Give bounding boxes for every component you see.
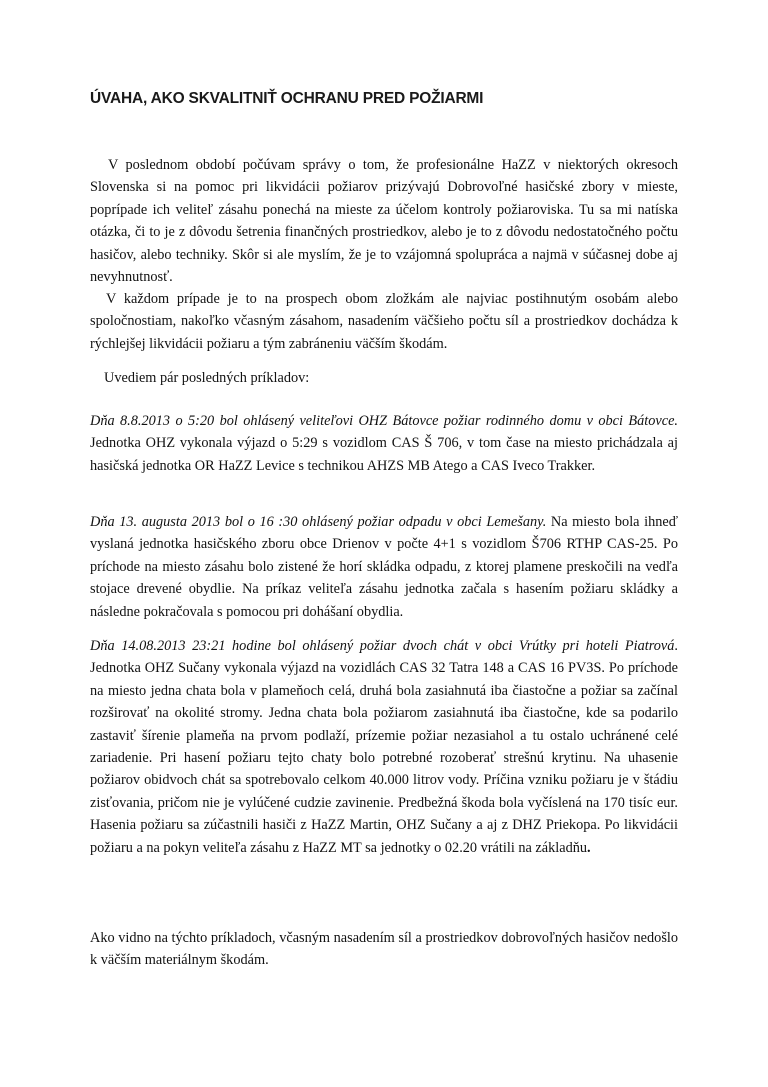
paragraph-examples-intro: Uvediem pár posledných príkladov: <box>104 370 310 386</box>
example-batovce-lead: Dňa 8.8.2013 o 5:20 bol ohlásený veliteľovi OHZ Bátovce požiar rodinného domu v obci Bátovce. <box>90 413 678 429</box>
example-vrutky-lead: Dňa 14.08.2013 23:21 hodine bol ohlásený požiar dvoch chát v obci Vrútky pri hoteli Piatrová <box>90 638 675 654</box>
example-batovce-body: Jednotka OHZ vykonala výjazd o 5:29 s vozidlom CAS Š 706, v tom čase na miesto prichádzala aj hasičská jednotka OR HaZZ Levice s technikou AHZS MB Atego a CAS Iveco Trakker. <box>90 435 678 474</box>
example-vrutky-body: . Jednotka OHZ Sučany vykonala výjazd na vozidlách CAS 32 Tatra 148 a CAS 16 PV3S. Po príchode na miesto jedna chata bola v plameňoch celá, druhá bola zasiahnutá iba čiastočne a požiar sa začínal rozširovať na okolité stromy. Jedna chata bola požiarom zasiahnutá iba čiastočne, kde sa podarilo zastaviť šírenie plameňa na prvom podlaží, prízemie požiar nezasiahol a tu ostalo uchránené celé zariadenie. Pri hasení požiaru tejto chaty bolo potrebné rozoberať strešnú krytinu. Na uhasenie požiarov obidvoch chát sa spotrebovalo celkom 40.000 litrov vody. Príčina vzniku požiaru je v štádiu zisťovania, pričom nie je vylúčené cudzie zavinenie. Predbežná škoda bola vyčíslená na 170 tisíc eur. Hasenia požiaru sa zúčastnili hasiči z HaZZ Martin, OHZ Sučany a aj z DHZ Priekopa. Po likvidácii požiaru a na pokyn veliteľa zásahu z HaZZ MT sa jednotky o 02.20 vrátili na základňu <box>90 638 678 856</box>
paragraph-conclusion: Ako vidno na týchto príkladoch, včasným nasadením síl a prostriedkov dobrovoľných hasičov nedošlo k väčším materiálnym škodám. <box>90 930 678 969</box>
example-lemesany <box>90 511 678 623</box>
example-lemesany-lead: Dňa 13. augusta 2013 bol o 16 :30 ohlásený požiar odpadu v obci Lemešany. <box>90 514 547 530</box>
paragraph-benefit: V každom prípade je to na prospech obom zložkám ale najviac postihnutým osobám alebo spoločnostiam, nakoľko včasným zásahom, nasadením väčšieho počtu síl a prostriedkov dochádza k rýchlejšej likvidácii požiaru a tým zabráneniu väčším škodám. <box>90 291 678 352</box>
paragraph-intro: V poslednom období počúvam správy o tom, že profesionálne HaZZ v niektorých okresoch Slovenska si na pomoc pri likvidácii požiarov prizývajú Dobrovoľné hasičské zbory v mieste, poprípade ich veliteľ zásahu ponechá na mieste za účelom kontroly požiaroviska. Tu sa mi natíska otázka, či to je z dôvodu šetrenia finančných prostriedkov, alebo je to z dôvodu nedostatočného počtu hasičov, alebo techniky. Skôr si ale myslím, že je to vzájomná spolupráca a najmä v súčasnej dobe aj nevyhnutnosť. <box>90 157 678 286</box>
example-lemesany-body: Na miesto bola ihneď vyslaná jednotka hasičského zboru obce Drienov v počte 4+1 s vozidlom Š706 RTHP CAS-25. Po príchode na miesto zásahu bolo zistené že horí skládka odpadu, z ktorej plamene preskočili na vedľa stojace drevené obydlie. Na príkaz veliteľa zásahu jednotka začala s hasením požiaru skládky a následne pokračovala s pomocou pri dohášaní obydlia. <box>90 514 678 620</box>
example-batovce <box>90 410 678 477</box>
document-title: ÚVAHA, AKO SKVALITNIŤ OCHRANU PRED POŽIARMI <box>90 90 484 107</box>
example-vrutky <box>90 635 678 859</box>
example-vrutky-end: . <box>587 839 591 856</box>
